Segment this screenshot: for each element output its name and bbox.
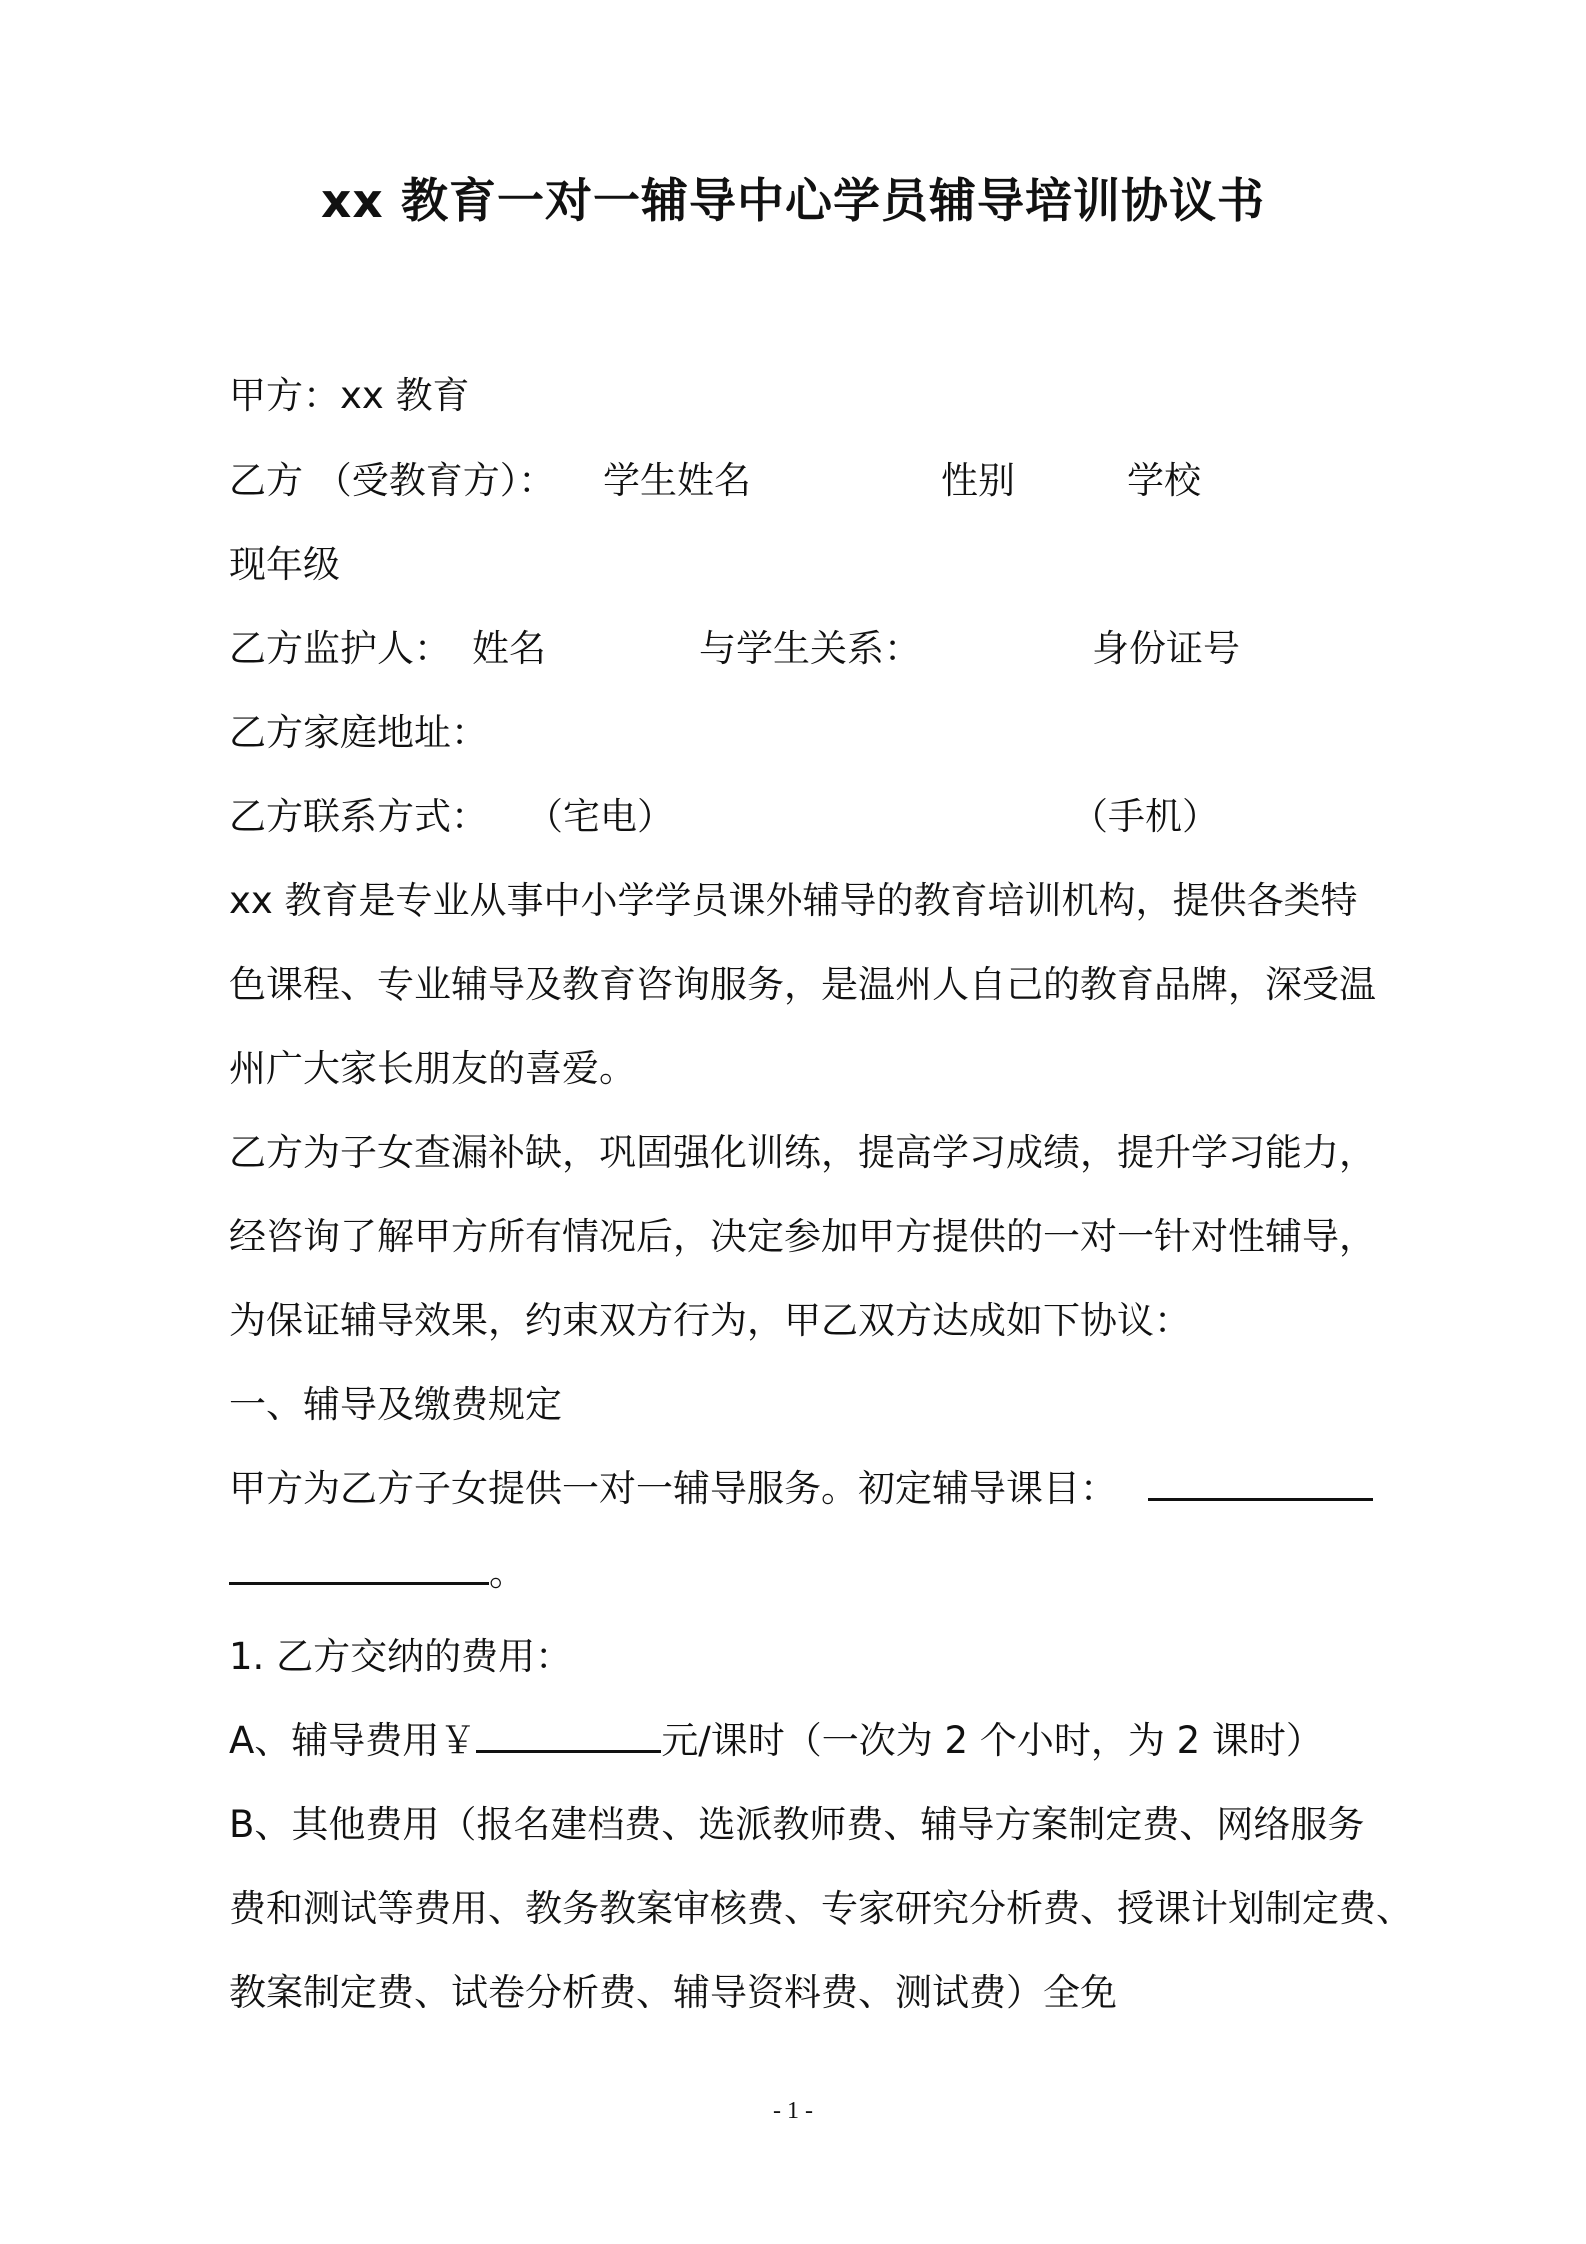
purpose-line: 乙方为子女查漏补缺，巩固强化训练，提高学习成绩，提升学习能力， <box>229 1131 1376 1174</box>
guardian-label: 乙方监护人： <box>229 627 451 670</box>
page-title: xx 教育一对一辅导中心学员辅导培训协议书 <box>321 174 1265 229</box>
party-b-label: 乙方 （受教育方）： <box>229 459 556 502</box>
guardian-line <box>229 624 1329 674</box>
school-label: 学校 <box>1127 459 1201 502</box>
subject-blank <box>1148 1464 1373 1514</box>
fee-b-line: 教案制定费、试卷分析费、辅导资料费、测试费）全免 <box>229 1971 1117 2014</box>
fee-b-line: B、其他费用（报名建档费、选派教师费、辅导方案制定费、网络服务 <box>229 1803 1365 1846</box>
fee-a-suffix: 元/课时（一次为 2 个小时，为 2 课时） <box>661 1719 1323 1762</box>
mobile-label: （手机） <box>1071 795 1219 838</box>
intro-line: xx 教育是专业从事中小学学员课外辅导的教育培训机构，提供各类特 <box>229 879 1358 922</box>
intro-line: 色课程、专业辅导及教育咨询服务，是温州人自己的教育品牌，深受温 <box>229 963 1376 1006</box>
fee-b-line: 费和测试等费用、教务教案审核费、专家研究分析费、授课计划制定费、 <box>229 1887 1413 1930</box>
service-line <box>229 1464 1379 1514</box>
purpose-line: 为保证辅导效果，约束双方行为，甲乙双方达成如下协议： <box>229 1299 1191 1342</box>
party-a-line: 甲方：xx 教育 <box>229 374 470 417</box>
party-b-line <box>229 456 1329 506</box>
fee-a-line <box>229 1716 1323 1766</box>
home-phone-label: （宅电） <box>526 795 674 838</box>
purpose-line: 经咨询了解甲方所有情况后，决定参加甲方提供的一对一针对性辅导， <box>229 1215 1376 1258</box>
service-text: 甲方为乙方子女提供一对一辅导服务。初定辅导课目： <box>229 1467 1117 1510</box>
guardian-id-label: 身份证号 <box>1092 627 1240 670</box>
student-name-label: 学生姓名 <box>603 459 751 502</box>
contact-label: 乙方联系方式： <box>229 795 488 838</box>
fees-heading: 1. 乙方交纳的费用： <box>229 1635 573 1678</box>
grade-label: 现年级 <box>229 543 340 586</box>
guardian-name-label: 姓名 <box>472 627 546 670</box>
address-line: 乙方家庭地址： <box>229 711 488 754</box>
fee-amount-blank <box>476 1720 661 1753</box>
fee-a-prefix: A、辅导费用￥ <box>229 1719 477 1762</box>
service-line-continued <box>229 1548 629 1598</box>
gender-label: 性别 <box>941 459 1015 502</box>
section-heading: 一、辅导及缴费规定 <box>229 1383 562 1426</box>
contact-line <box>229 792 1329 842</box>
intro-line: 州广大家长朋友的喜爱。 <box>229 1047 636 1090</box>
service-end-mark: 。 <box>489 1551 526 1594</box>
page-number: - 1 - <box>773 2098 813 2124</box>
guardian-relation-label: 与学生关系： <box>699 627 921 670</box>
subject-blank-continued <box>229 1552 489 1585</box>
